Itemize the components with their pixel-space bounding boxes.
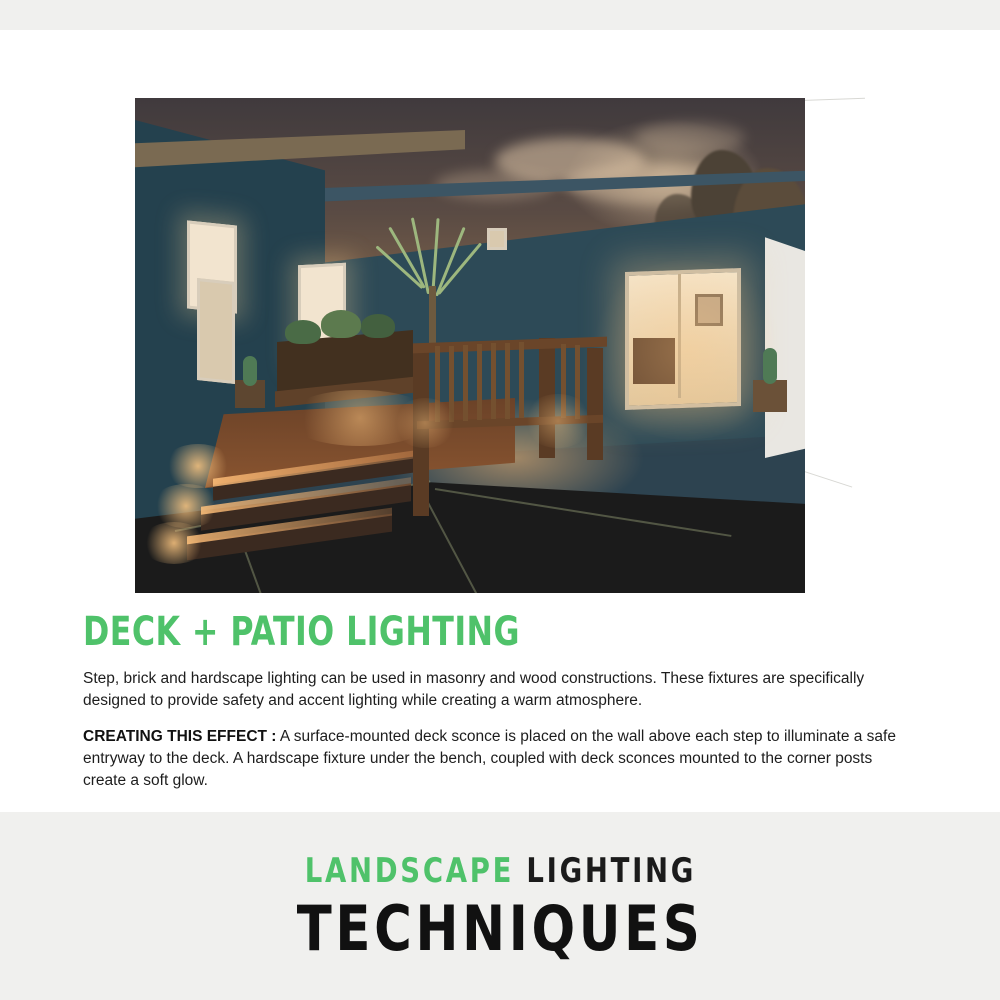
footer-brand-techniques: TECHNIQUES: [296, 892, 704, 965]
window-small-accent: [487, 228, 507, 250]
baluster: [477, 344, 482, 420]
baluster: [463, 345, 468, 421]
effect-label: CREATING THIS EFFECT :: [83, 728, 277, 745]
yucca-trunk: [429, 286, 436, 348]
effect-paragraph: [83, 726, 913, 792]
cactus-right: [763, 348, 777, 384]
deck-sconce-glow-3: [141, 522, 207, 564]
page-title: DECK + PATIO LIGHTING: [83, 609, 520, 655]
footer-brand-landscape: LANDSCAPE: [304, 851, 514, 891]
cloud: [635, 122, 745, 154]
baluster: [505, 343, 510, 419]
baluster: [491, 343, 496, 419]
rail-post-corner-right: [587, 348, 603, 460]
cactus-left: [243, 356, 257, 386]
footer-brand-line: [304, 851, 695, 891]
intro-paragraph: Step, brick and hardscape lighting can be used in masonry and wood constructions. These fixtures are specifically designed to provide safety and accent lighting while creating a warm atmosphere.: [83, 670, 865, 709]
shrub: [361, 314, 395, 338]
text-block: [83, 610, 913, 806]
pot-right: [753, 380, 787, 412]
illustration-deck-patio-night-render: [135, 68, 875, 593]
rendered-scene: [135, 98, 805, 593]
shrub: [285, 320, 321, 344]
shrub: [321, 310, 361, 338]
footer: [0, 812, 1000, 1000]
deck-sconce-glow-1: [163, 444, 233, 488]
window-left-lower: [197, 278, 235, 384]
effect-body: A surface-mounted deck sconce is placed on the wall above each step to illuminate a safe entryway to the deck. A hardscape fixture under the bench, coupled with deck sconces mounted to the corner posts create a soft glow.: [83, 728, 896, 789]
deck-sconce-glow-2: [151, 484, 221, 528]
post-sconce-glow-left: [393, 398, 457, 448]
post-sconce-glow-right: [523, 394, 593, 448]
baluster: [519, 342, 524, 418]
footer-brand-lighting: LIGHTING: [526, 851, 696, 891]
content-panel: [0, 30, 1000, 812]
